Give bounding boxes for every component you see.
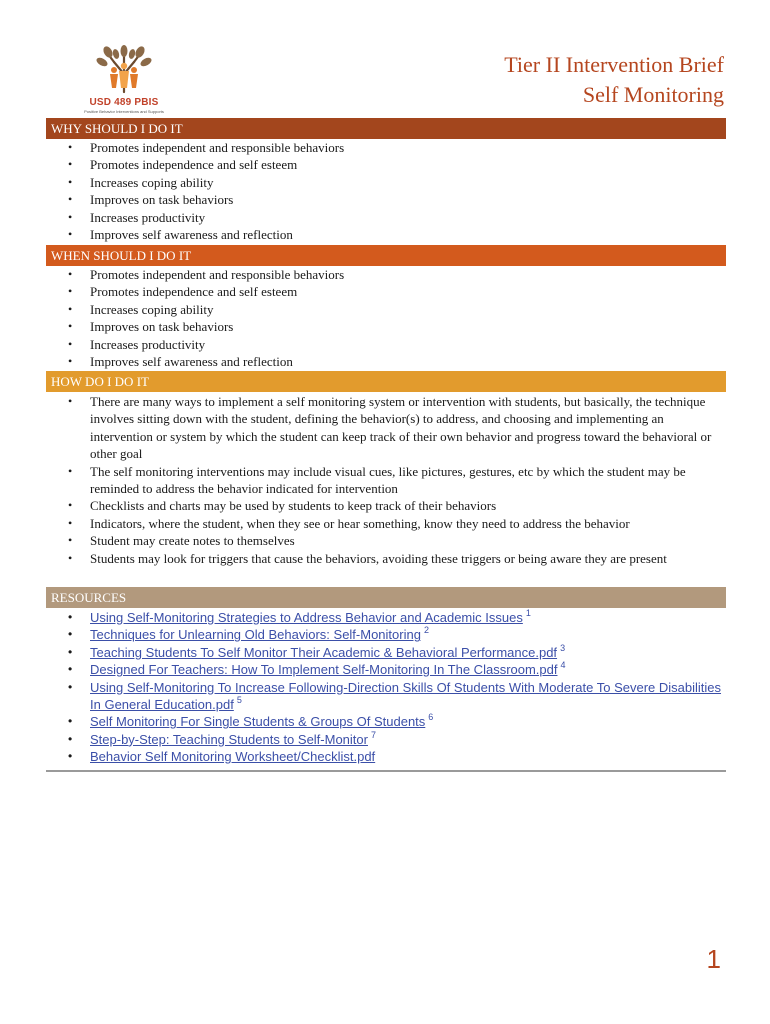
list-item: • There are many ways to implement a self monitoring system or intervention with students, but basically, the technique involves sitting down with the student, defining the behavior(s) to address, and choosing and implementing an intervention or system by which the student can keep track of their own behavior and progress toward the behavioral or other goal [46, 393, 726, 463]
resource-item [46, 626, 726, 643]
list-item: • Improves self awareness and reflection [46, 226, 726, 243]
section-heading-when: WHEN SHOULD I DO IT [46, 245, 726, 266]
list-item: • Checklists and charts may be used by students to keep track of their behaviors [46, 497, 726, 514]
resource-link[interactable]: Behavior Self Monitoring Worksheet/Checklist.pdf [90, 749, 376, 765]
list-item: • The self monitoring interventions may include visual cues, like pictures, gestures, etc by which the student may be reminded to address the behavior indicated for intervention [46, 463, 726, 498]
list-item: • Increases productivity [46, 336, 726, 353]
resource-item [46, 748, 726, 765]
list-item: • Promotes independent and responsible behaviors [46, 266, 726, 283]
section-heading-how: HOW DO I DO IT [46, 371, 726, 392]
resource-item [46, 679, 726, 714]
page-number: 1 [706, 944, 721, 974]
resource-link[interactable]: Self Monitoring For Single Students & Groups Of Students [90, 714, 426, 730]
district-logo [78, 44, 170, 120]
list-item: • Increases coping ability [46, 174, 726, 191]
footnote-ref: 1 [525, 608, 531, 618]
footnote-ref: 6 [428, 712, 434, 723]
footnote-ref: 5 [236, 695, 242, 706]
section-heading-resources: RESOURCES [46, 587, 726, 608]
tree-people-icon [88, 44, 160, 94]
list-item: • Indicators, where the student, when they see or hear something, know they need to address the behavior [46, 515, 726, 532]
section-heading-why: WHY SHOULD I DO IT [46, 118, 726, 139]
resource-link[interactable]: Using Self-Monitoring Strategies to Address Behavior and Academic Issues [90, 610, 523, 625]
title-line-1: Tier II Intervention Brief [504, 52, 724, 77]
when-list [46, 266, 726, 370]
list-item: • Promotes independence and self esteem [46, 156, 726, 173]
title-line-2: Self Monitoring [582, 82, 724, 107]
resource-item [46, 609, 726, 626]
list-item: • Students may look for triggers that cause the behaviors, avoiding these triggers or being aware they are present [46, 550, 726, 567]
resource-link[interactable]: Teaching Students To Self Monitor Their Academic & Behavioral Performance.pdf [90, 644, 558, 660]
logo-subtitle: Positive Behavior Interventions and Supports [84, 109, 164, 114]
resource-link[interactable]: Techniques for Unlearning Old Behaviors: Self-Monitoring [90, 627, 421, 643]
footnote-ref: 7 [370, 729, 376, 740]
list-item: • Student may create notes to themselves [46, 532, 726, 549]
why-list [46, 139, 726, 243]
logo-title: USD 489 PBIS [89, 97, 159, 108]
list-item: • Increases productivity [46, 209, 726, 226]
list-item: • Improves on task behaviors [46, 191, 726, 208]
footnote-ref: 3 [560, 642, 566, 653]
list-item: • Improves on task behaviors [46, 318, 726, 335]
resource-link[interactable]: Designed For Teachers: How To Implement Self-Monitoring In The Classroom.pdf [90, 662, 558, 678]
list-item: • Promotes independent and responsible behaviors [46, 139, 726, 156]
resource-item [46, 731, 726, 748]
document-title [504, 50, 724, 110]
resource-item [46, 661, 726, 678]
footnote-ref: 2 [423, 625, 429, 636]
resource-item [46, 644, 726, 661]
list-item: • Improves self awareness and reflection [46, 353, 726, 370]
resources-list [46, 609, 726, 766]
section-divider [46, 770, 726, 772]
footnote-ref: 4 [560, 660, 566, 671]
resource-item [46, 713, 726, 730]
list-item: • Promotes independence and self esteem [46, 283, 726, 300]
resource-link[interactable]: Using Self-Monitoring To Increase Following-Direction Skills Of Students With Moderate To Severe Disabilities In General Education.pdf [90, 679, 722, 713]
how-list [46, 393, 726, 567]
list-item: • Increases coping ability [46, 301, 726, 318]
resource-link[interactable]: Step-by-Step: Teaching Students to Self-Monitor [90, 731, 368, 747]
